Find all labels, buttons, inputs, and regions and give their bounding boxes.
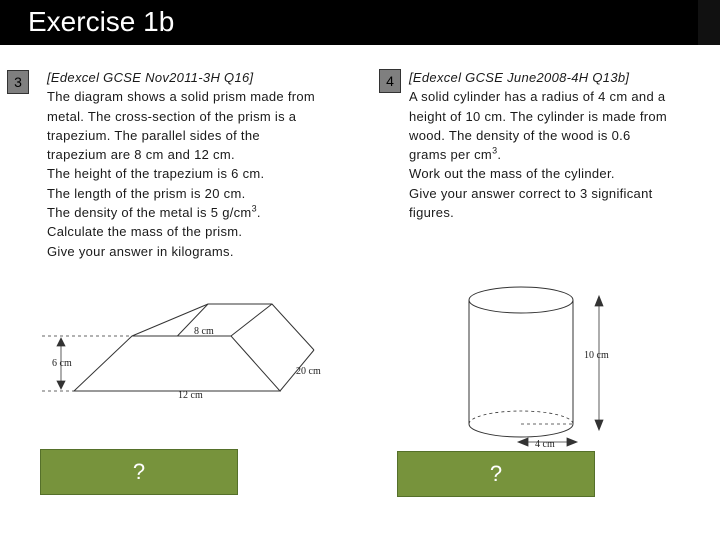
grams-period: . (497, 147, 502, 163)
question-3-line: trapezium. The parallel sides of the (47, 127, 260, 143)
page-title: Exercise 1b (28, 6, 175, 37)
question-4-grams-line (409, 145, 667, 164)
question-3-density-line (47, 203, 315, 222)
question-4-line: Work out the mass of the cylinder. (409, 166, 615, 182)
question-3-source: [Edexcel GCSE Nov2011-3H Q16] (47, 70, 254, 85)
question-3-answer-button[interactable]: ? (40, 449, 238, 495)
question-3-line: The height of the trapezium is 6 cm. (47, 166, 265, 182)
prism-diagram (42, 290, 342, 405)
question-3-line: trapezium are 8 cm and 12 cm. (47, 147, 235, 163)
title-bar-accent (698, 0, 720, 45)
cylinder-height-label: 10 cm (584, 350, 609, 361)
question-3-line: The diagram shows a solid prism made from (47, 89, 316, 105)
prism-height-label: 6 cm (52, 358, 72, 369)
title-bar (0, 0, 720, 45)
grams-text: grams per cm (409, 147, 493, 163)
question-3-text (47, 68, 315, 261)
question-3-line: Calculate the mass of the prism. (47, 224, 243, 240)
cylinder-radius-label: 4 cm (535, 439, 555, 450)
question-3-line: The length of the prism is 20 cm. (47, 185, 246, 201)
question-4-source: [Edexcel GCSE June2008-4H Q13b] (409, 70, 630, 85)
question-4-line: A solid cylinder has a radius of 4 cm and a (409, 89, 666, 105)
question-4-number: 4 (379, 69, 401, 93)
density-text: The density of the metal is 5 g/cm (47, 205, 252, 221)
prism-bottom-label: 12 cm (178, 390, 203, 401)
question-4-line: height of 10 cm. The cylinder is made from (409, 108, 668, 124)
prism-length-label: 20 cm (296, 366, 321, 377)
question-4-text (409, 68, 667, 222)
question-3-line: metal. The cross-section of the prism is a (47, 108, 297, 124)
question-3-line: Give your answer in kilograms. (47, 243, 234, 259)
question-4-answer-button[interactable]: ? (397, 451, 595, 497)
grams-superscript: 3 (492, 145, 498, 156)
prism-top-label: 8 cm (194, 326, 214, 337)
question-4-line: Give your answer correct to 3 significant (409, 185, 653, 201)
question-4-line: wood. The density of the wood is 0.6 (409, 127, 631, 143)
question-3-number: 3 (7, 70, 29, 94)
density-superscript: 3 (251, 203, 257, 214)
cylinder-diagram (460, 282, 630, 452)
question-4-line: figures. (409, 205, 455, 221)
density-period: . (256, 205, 261, 221)
